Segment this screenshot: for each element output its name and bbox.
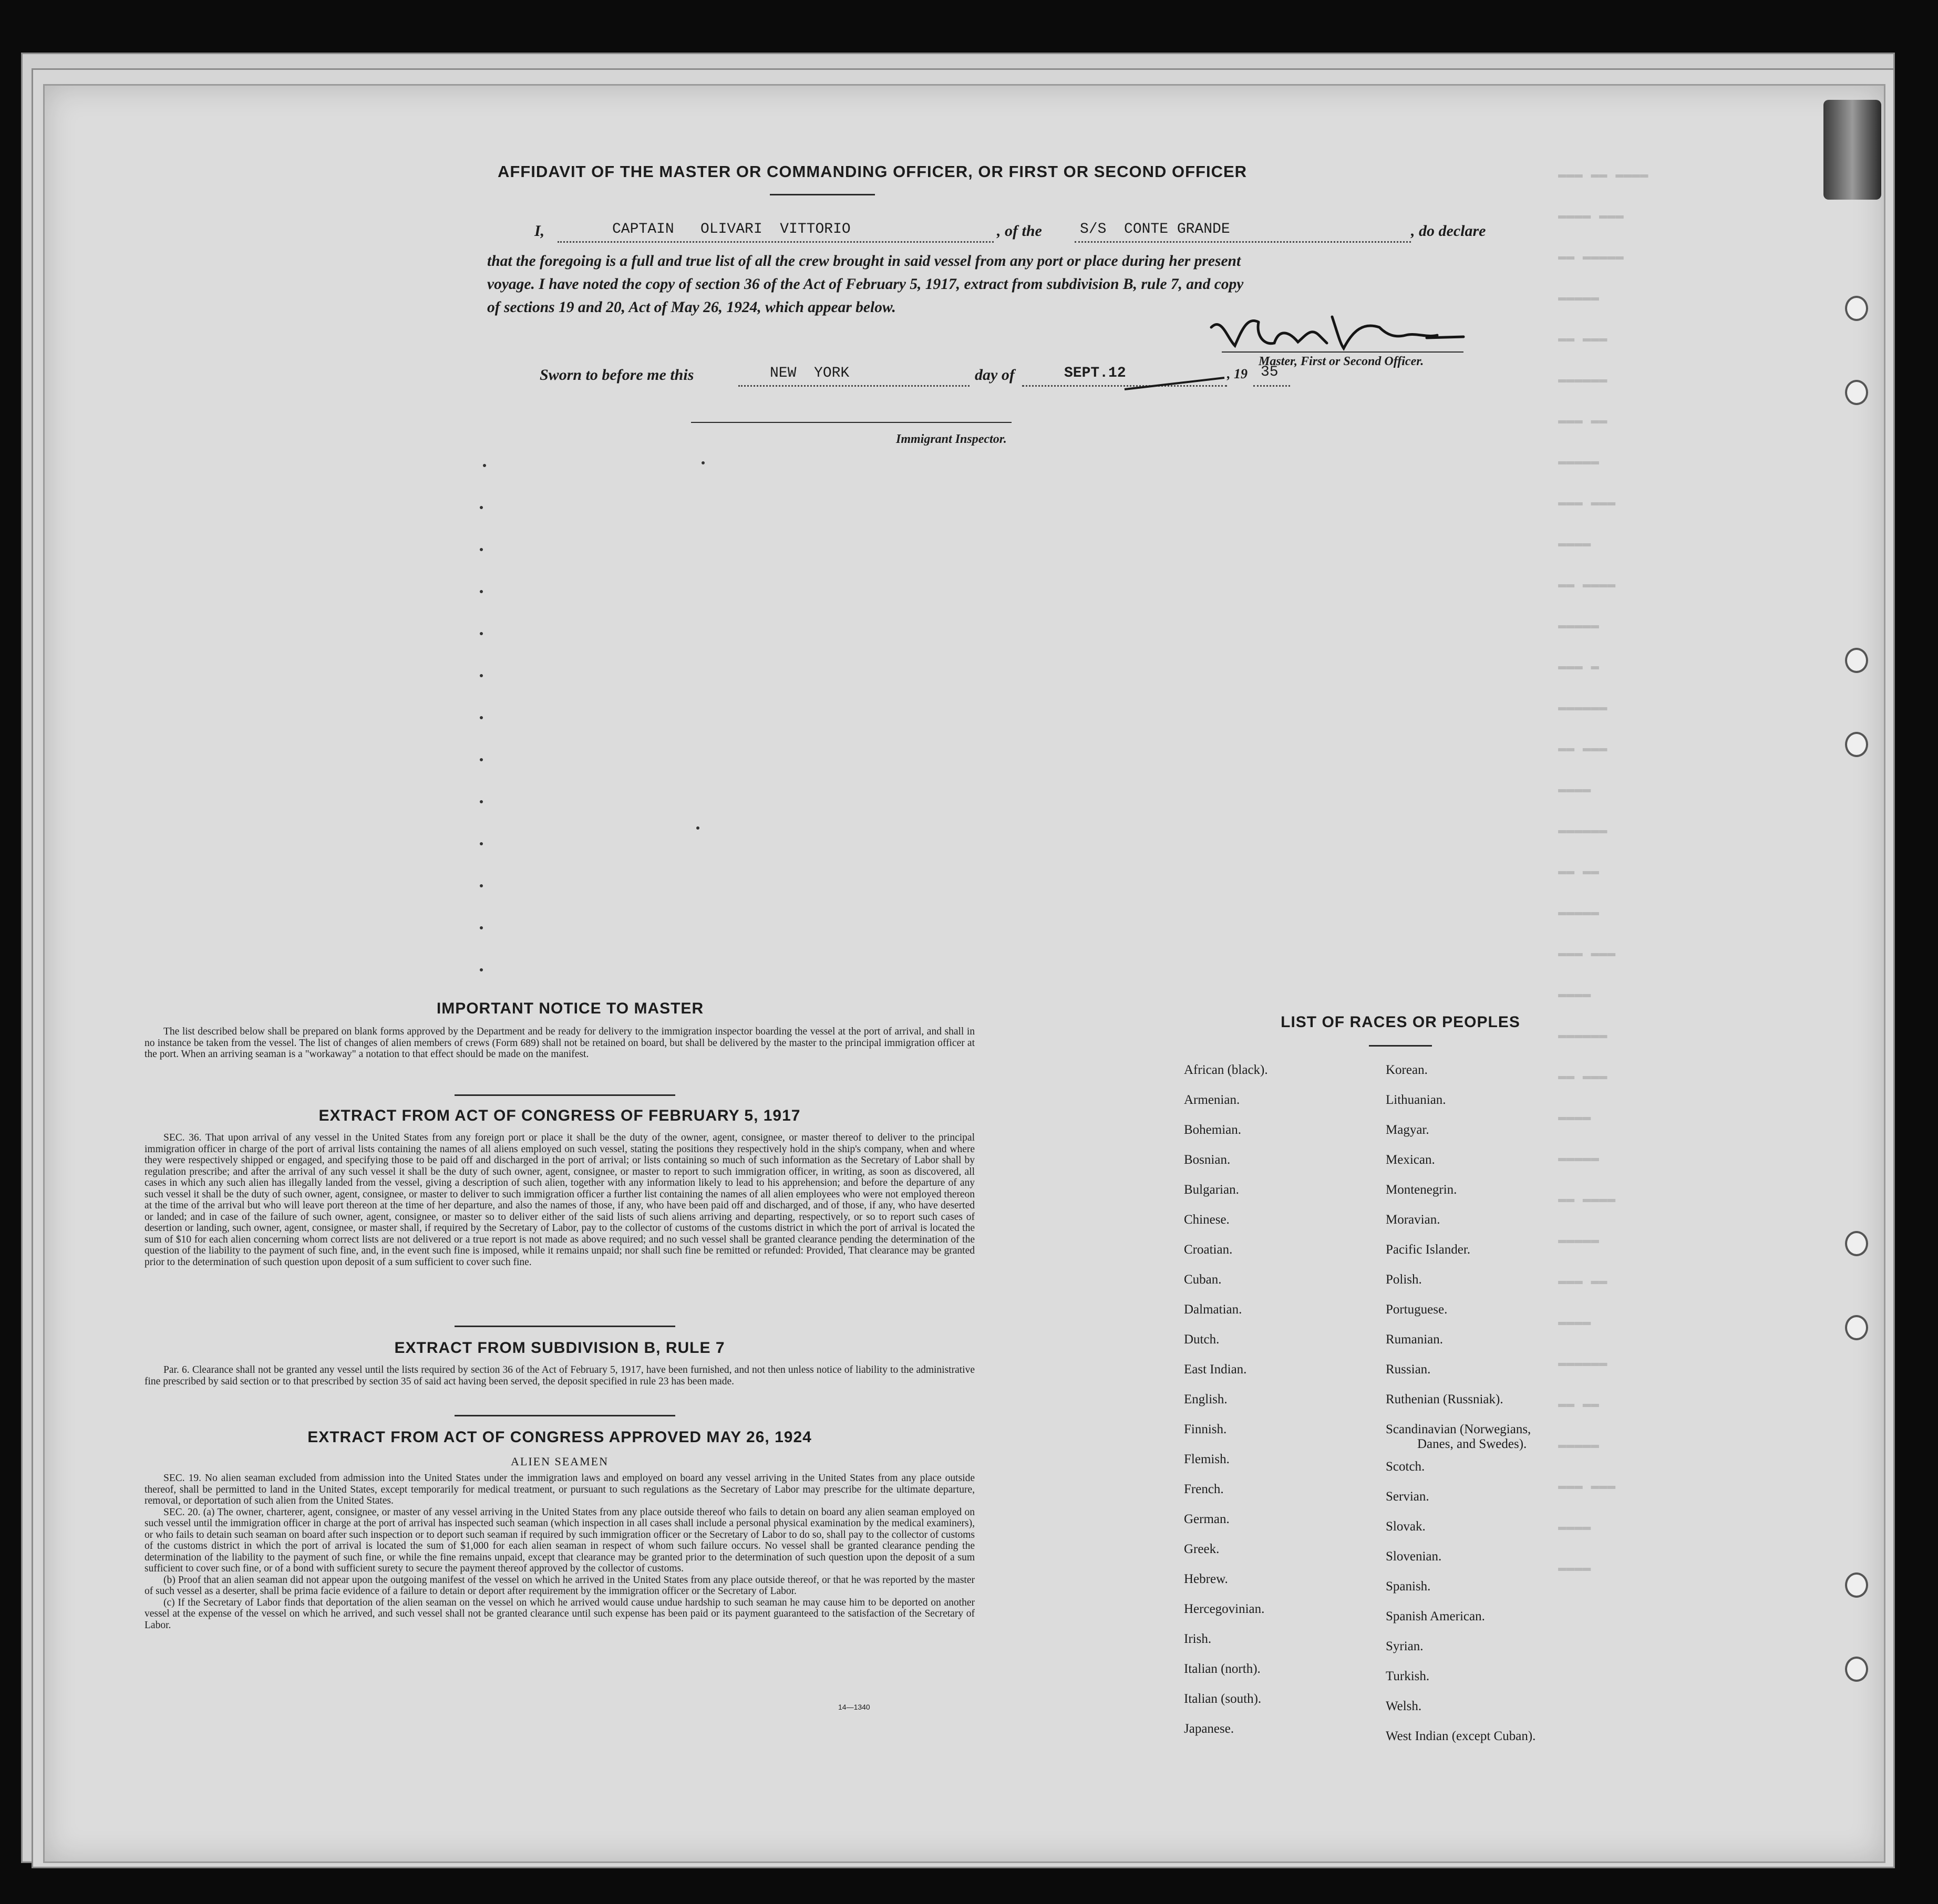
section-19-paragraph: SEC. 19. No alien seaman excluded from admission into the United States under the immigration laws and employed on board any vessel arriving in the United States from any place outside thereof, shall be permitted to land in the United States, except temporarily for medical treatment, or pursuant to such regulations as the Secretary of Labor may prescribe for the ultimate departure, removal, or deportation of such alien from the United States. — [145, 1473, 975, 1506]
races-title: LIST OF RACES OR PEOPLES — [1281, 1013, 1520, 1031]
race-item: Dutch. — [1184, 1332, 1220, 1347]
race-item: Ruthenian (Russniak). — [1386, 1392, 1503, 1406]
signature-caption: Master, First or Second Officer. — [1259, 355, 1424, 368]
race-item: Greek. — [1184, 1542, 1220, 1556]
sworn-date-field: SEPT.12 — [1064, 365, 1126, 381]
form-number: 14—1340 — [838, 1703, 870, 1711]
race-item: West Indian (except Cuban). — [1386, 1729, 1536, 1743]
race-item: Danes, and Swedes). — [1417, 1437, 1527, 1451]
notice-title: IMPORTANT NOTICE TO MASTER — [436, 1000, 704, 1017]
sworn-year-field: 35 — [1261, 364, 1279, 380]
inspector-caption: Immigrant Inspector. — [896, 432, 1007, 446]
stray-mark — [480, 674, 483, 677]
race-item: Dalmatian. — [1184, 1302, 1242, 1317]
race-item: Bulgarian. — [1184, 1183, 1239, 1197]
race-item: Lithuanian. — [1386, 1093, 1446, 1107]
stray-mark — [480, 632, 483, 635]
race-item: Montenegrin. — [1386, 1183, 1457, 1197]
vessel-field-line — [1075, 241, 1411, 243]
section-divider — [455, 1094, 675, 1096]
race-item: Italian (north). — [1184, 1662, 1261, 1676]
stray-mark — [480, 926, 483, 929]
affidavit-page — [43, 84, 1885, 1863]
race-item: Slovak. — [1386, 1519, 1426, 1534]
year-prefix: , 19 — [1227, 366, 1248, 381]
sworn-place-line — [738, 385, 970, 387]
race-item: Pacific Islander. — [1386, 1243, 1471, 1257]
race-item: Cuban. — [1184, 1272, 1222, 1287]
stray-mark — [480, 716, 483, 719]
stray-mark — [480, 968, 483, 971]
race-item: Bohemian. — [1184, 1123, 1242, 1137]
affidavit-body-line-2: that the foregoing is a full and true list of all the crew brought in said vessel from any port or place during her present — [487, 253, 1241, 270]
stray-mark — [480, 590, 483, 593]
bleed-through-text: ▬▬▬ ▬▬ ▬▬▬▬ ▬▬▬▬ ▬▬▬ ▬▬ ▬▬▬▬▬ ▬▬▬▬▬ ▬▬ ▬▬▬ ▬▬▬▬▬▬ ▬▬▬ ▬▬ ▬▬▬▬▬ ▬▬▬ ▬▬▬ ▬▬▬▬ ▬▬ ▬▬▬▬ ▬▬▬▬▬ ▬▬▬ ▬ ▬▬▬▬▬▬ ▬▬ ▬▬▬ ▬▬▬▬ ▬▬▬▬▬▬ ▬▬ ▬▬ ▬▬▬▬▬ ▬▬▬ ▬▬▬ ▬▬▬▬ ▬▬▬▬▬▬ ▬▬ ▬▬▬ ▬▬▬▬ ▬▬▬▬▬ ▬▬ ▬▬▬▬ ▬▬▬▬▬ ▬▬▬ ▬▬ ▬▬▬▬ ▬▬▬▬▬▬ ▬▬ ▬▬ ▬▬▬▬▬ ▬▬▬ ▬▬▬ ▬▬▬▬ ▬▬▬▬ — [1558, 167, 1648, 1576]
race-item: Korean. — [1386, 1063, 1428, 1077]
race-item: Japanese. — [1184, 1722, 1234, 1736]
race-item: English. — [1184, 1392, 1228, 1406]
of-the-label: , of the — [997, 222, 1042, 240]
stray-mark — [480, 506, 483, 509]
race-item: Mexican. — [1386, 1153, 1435, 1167]
binder-hole — [1845, 1572, 1868, 1598]
extract-1924-title: EXTRACT FROM ACT OF CONGRESS APPROVED MAY 26, 1924 — [307, 1429, 812, 1446]
race-item: Russian. — [1386, 1362, 1431, 1377]
sworn-place-field: NEW YORK — [770, 365, 850, 381]
section-divider — [455, 1415, 675, 1416]
race-item: Magyar. — [1386, 1123, 1429, 1137]
race-item: Spanish. — [1386, 1579, 1431, 1593]
races-title-underline — [1369, 1045, 1432, 1047]
stray-mark — [702, 461, 705, 464]
race-item: Rumanian. — [1386, 1332, 1444, 1347]
alien-seamen-subtitle: ALIEN SEAMEN — [511, 1455, 609, 1468]
section-20c-paragraph: (c) If the Secretary of Labor finds that deportation of the alien seaman on the vessel on which he arrived would cause undue hardship to such seaman he may cause him to be deported on another vessel at the expense of the vessel on which he arrived, and such vessel shall not be granted clearance until such expense has been paid or its payment guaranteed to the satisfaction of the Secretary of Labor. — [145, 1597, 975, 1631]
extract-1917-title: EXTRACT FROM ACT OF CONGRESS OF FEBRUARY 5, 1917 — [318, 1107, 801, 1124]
race-item: Scotch. — [1386, 1460, 1425, 1474]
race-item: Welsh. — [1386, 1699, 1422, 1713]
race-item: Bosnian. — [1184, 1153, 1231, 1167]
notice-paragraph: The list described below shall be prepared on blank forms approved by the Department and be ready for delivery to the immigration inspector boarding the vessel at the port of arrival, and shall in no instance be taken from the vessel. The list of changes of alien members of crews (Form 689) shall not be retained on board, but shall be delivered by the master to the principal immigration officer at the port. When an arriving seaman is a "workaway" a notation to that effect should be made on the manifest. — [145, 1026, 975, 1060]
race-item: Italian (south). — [1184, 1692, 1262, 1706]
section-20b-paragraph: (b) Proof that an alien seaman did not appear upon the outgoing manifest of the vessel on which he arrived in the United States from any place outside thereof, or that he was reported by the master of such vessel as a deserter, shall be prima facie evidence of a failure to detain or deport after requirement by the immigration officer or the Secretary of Labor. — [145, 1574, 975, 1597]
notice-text — [145, 1026, 975, 1060]
master-name-field: CAPTAIN OLIVARI VITTORIO — [612, 221, 851, 237]
race-item: Slovenian. — [1386, 1549, 1442, 1564]
stray-mark — [483, 464, 486, 467]
i-label: I, — [534, 222, 545, 240]
stray-mark — [480, 758, 483, 761]
race-item: Irish. — [1184, 1632, 1212, 1646]
stray-mark — [480, 800, 483, 803]
race-item: Servian. — [1386, 1489, 1429, 1504]
race-item: Moravian. — [1386, 1213, 1440, 1227]
binder-hole — [1845, 1231, 1868, 1256]
day-of-label: day of — [975, 366, 1015, 384]
binder-hole — [1845, 296, 1868, 321]
declare-label: , do declare — [1411, 222, 1486, 240]
affidavit-title: AFFIDAVIT OF THE MASTER OR COMMANDING OFFICER, OR FIRST OR SECOND OFFICER — [497, 162, 1248, 181]
inspector-signature-line — [691, 422, 1012, 423]
race-item: French. — [1184, 1482, 1224, 1496]
race-item: Hercegovinian. — [1184, 1602, 1265, 1616]
race-item: Flemish. — [1184, 1452, 1230, 1466]
section-20a-paragraph: SEC. 20. (a) The owner, charterer, agent, consignee, or master of any vessel arriving in the United States from any place outside thereof who fails to detain on board any alien seaman employed on such vessel until the immigration officer in charge at the port of arrival has inspected such seaman (which inspection in all cases shall include a personal physical examination by the medical examiners), or who fails to detain such seaman on board after such inspection or to deport such seaman if required by such immigration officer or the Secretary of Labor to do so, shall pay to the collector of customs of the customs district in which the port of arrival is located the sum of $1,000 for each alien seaman in respect of whom such failure occurs. No vessel shall be granted clearance pending the determination of the liability to the payment of such fine, or while the fine remains unpaid, except that clearance may be granted prior to the determination of such question upon the deposit of a sum sufficient to cover such fine, or of a bond with sufficient surety to secure the payment thereof approved by the collector of customs. — [145, 1506, 975, 1574]
race-item: Croatian. — [1184, 1243, 1233, 1257]
stray-mark — [480, 884, 483, 887]
stray-mark — [696, 826, 699, 830]
date-strike-mark — [1122, 374, 1227, 395]
signature-line — [1222, 351, 1463, 353]
year-line — [1253, 385, 1290, 387]
race-item: German. — [1184, 1512, 1230, 1526]
race-item: Turkish. — [1386, 1669, 1430, 1683]
race-item: Portuguese. — [1386, 1302, 1448, 1317]
extract-rule7-title: EXTRACT FROM SUBDIVISION B, RULE 7 — [394, 1339, 725, 1357]
stray-mark — [480, 548, 483, 551]
binder-hole — [1845, 648, 1868, 673]
race-item: Chinese. — [1184, 1213, 1230, 1227]
race-item: Spanish American. — [1386, 1609, 1485, 1623]
race-item: Polish. — [1386, 1272, 1422, 1287]
race-item: Scandinavian (Norwegians, — [1386, 1422, 1531, 1436]
binder-hole — [1845, 380, 1868, 405]
race-item: East Indian. — [1184, 1362, 1247, 1377]
race-item: Armenian. — [1184, 1093, 1240, 1107]
extract-rule7-text — [145, 1364, 975, 1387]
binder-hole — [1845, 1315, 1868, 1340]
sworn-label: Sworn to before me this — [540, 366, 694, 384]
section-divider — [455, 1326, 675, 1327]
affidavit-body-line-3: voyage. I have noted the copy of section 36 of the Act of February 5, 1917, extract from subdivision B, rule 7, and copy — [487, 276, 1244, 293]
race-item: African (black). — [1184, 1063, 1268, 1077]
binder-hole — [1845, 732, 1868, 757]
races-left-column — [1184, 1063, 1394, 1746]
rule7-paragraph: Par. 6. Clearance shall not be granted any vessel until the lists required by section 36 of the Act of February 5, 1917, have been furnished, and not then unless notice of liability to the administrative fine prescribed by said section or to that prescribed by section 35 of said act having been served, the deposit specified in rule 23 has been made. — [145, 1364, 975, 1387]
section-36-paragraph: SEC. 36. That upon arrival of any vessel in the United States from any foreign port or place it shall be the duty of the owner, agent, consignee, or master thereof to deliver to the principal immigration officer in charge of the port of arrival lists containing the names of all aliens employed on such vessel, stating the positions they respectively hold in the ship's company, when and where they were respectively shipped or engaged, and specifying those to be paid off and discharged in the port of arrival; or lists containing so much of such information as the Secretary of Labor shall by regulation prescribe; and after the arrival of any such vessel it shall be the duty of such owner, agent, consignee, or master to report to such immigration officer, in writing, as soon as discovered, all cases in which any such alien has illegally landed from the vessel, giving a description of such alien, together with any information likely to lead to his apprehension; and before the departure of any such vessel it shall be the duty of such owner, agent, consignee, or master to deliver to such immigration officer a further list containing the names of all alien employees who were not employed thereon at the time of the arrival but who will leave port thereon at the time of her departure, and also the names of those, if any, who have been paid off and discharged, and of those, if any, who have deserted or landed; and in case of the failure of such owner, agent, consignee, or master so to deliver either of the said lists of such aliens arriving and departing, respectively, or so to report such cases of desertion or landing, such owner, agent, consignee, or master shall, if required by the Secretary of Labor, pay to the collector of customs of the customs district in which the port of arrival is located the sum of $10 for each alien concerning whom correct lists are not delivered or a true report is not made as above required; and no such vessel shall be granted clearance pending the determination of the question of the liability to the payment of such fine, and, in the event such fine is imposed, while it remains unpaid; nor shall such fine be remitted or refunded: Provided, That clearance may be granted prior to the determination of such question upon deposit of a sum sufficient to cover such fine. — [145, 1132, 975, 1268]
title-underline — [770, 194, 875, 195]
races-right-column — [1386, 1063, 1680, 1746]
binder-hole — [1845, 1657, 1868, 1682]
binder-clip — [1823, 100, 1881, 200]
name-field-line — [558, 241, 994, 243]
vessel-name-field: S/S CONTE GRANDE — [1080, 221, 1230, 237]
race-item: Syrian. — [1386, 1639, 1424, 1653]
race-item: Hebrew. — [1184, 1572, 1228, 1586]
extract-1917-text — [145, 1132, 975, 1268]
race-item: Finnish. — [1184, 1422, 1227, 1436]
stray-mark — [480, 842, 483, 845]
extract-1924-text — [145, 1473, 975, 1631]
affidavit-body-line-4: of sections 19 and 20, Act of May 26, 1924, which appear below. — [487, 299, 896, 316]
